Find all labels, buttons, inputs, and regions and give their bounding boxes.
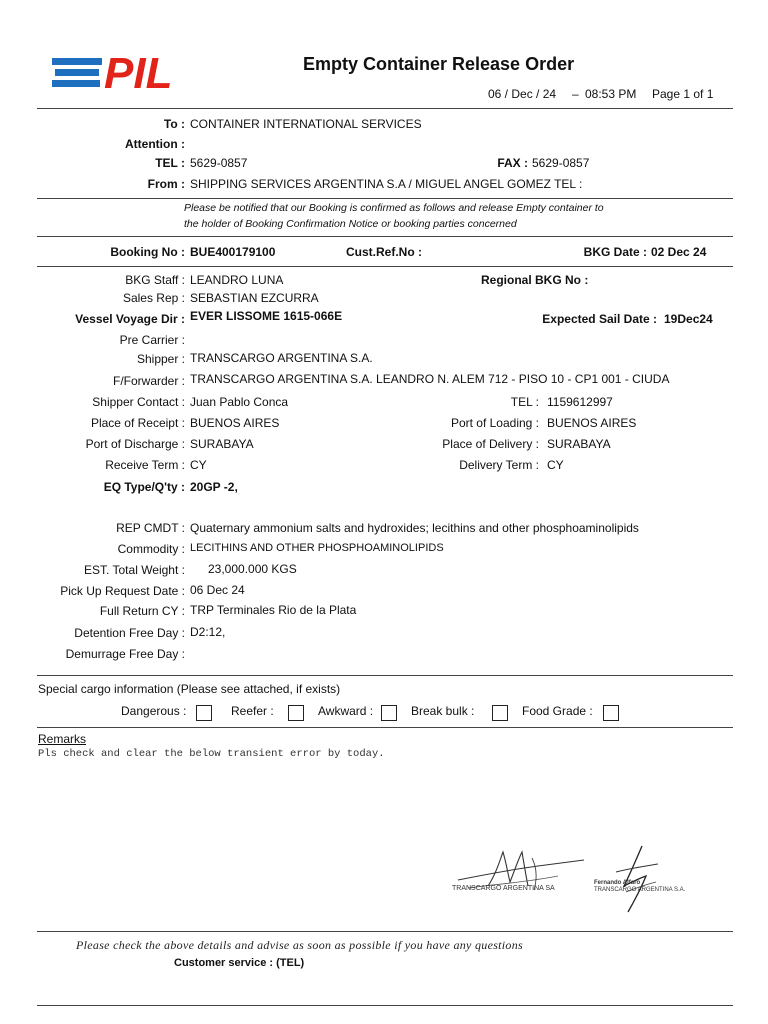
tel-value: 5629-0857 (190, 156, 248, 170)
port-discharge-value: SURABAYA (190, 437, 254, 451)
header-date: 06 / Dec / 24 (488, 87, 557, 101)
signature-2-scribble (596, 842, 676, 914)
delivery-term-value: CY (547, 458, 564, 472)
bkg-date-value: 02 Dec 24 (651, 245, 707, 259)
delivery-term-label: Delivery Term : (459, 458, 539, 472)
bkg-staff-label: BKG Staff : (125, 273, 185, 287)
page-title: Empty Container Release Order (303, 54, 575, 74)
divider-footer (37, 931, 733, 932)
pickup-date-label: Pick Up Request Date : (60, 584, 185, 598)
place-receipt-value: BUENOS AIRES (190, 416, 280, 430)
port-loading-label: Port of Loading : (450, 416, 539, 430)
receive-term-label: Receive Term : (105, 458, 185, 472)
detention-label: Detention Free Day : (74, 626, 185, 640)
footer-message: Please check the above details and advise as soon as possible if you have any questions (76, 938, 524, 952)
divider-notice (37, 236, 733, 237)
fax-value: 5629-0857 (532, 156, 590, 170)
signer-name: Fernando Alfaro (594, 880, 641, 886)
notice-line-1: Please be notified that our Booking is confirmed as follows and release Empty container to (184, 202, 604, 214)
full-return-label: Full Return CY : (99, 604, 185, 618)
pickup-date-value: 06 Dec 24 (190, 583, 245, 597)
rep-cmdt-value: Quaternary ammonium salts and hydroxides; lecithins and other phosphoaminolipids (190, 521, 639, 535)
sales-rep-label: Sales Rep : (122, 291, 185, 305)
break-bulk-checkbox[interactable] (492, 705, 508, 721)
signature-1-company: TRANSCARGO ARGENTINA SA (452, 885, 555, 892)
signature-2 (596, 842, 676, 914)
contact-tel-label: TEL : (510, 395, 539, 409)
divider-address (37, 198, 733, 199)
cust-ref-label: Cust.Ref.No : (346, 245, 422, 259)
commodity-label: Commodity : (117, 542, 185, 556)
place-receipt-label: Place of Receipt : (90, 416, 185, 430)
shipper-label: Shipper : (136, 352, 185, 366)
expected-sail-label: Expected Sail Date : (542, 312, 657, 326)
awkward-label: Awkward : (318, 704, 374, 718)
divider-bottom (37, 1005, 733, 1006)
food-grade-label: Food Grade : (522, 704, 593, 718)
from-label: From : (147, 177, 185, 191)
weight-value: 23,000.000 KGS (208, 562, 297, 576)
port-discharge-label: Port of Discharge : (85, 437, 185, 451)
special-cargo-title: Special cargo information (Please see attached, if exists) (38, 682, 341, 696)
customer-service: Customer service : (TEL) (174, 957, 305, 969)
shipper-contact-value: Juan Pablo Conca (190, 395, 289, 409)
attention-label: Attention : (125, 137, 185, 151)
place-delivery-label: Place of Delivery : (442, 437, 539, 451)
page-number: Page 1 of 1 (652, 87, 714, 101)
full-return-value: TRP Terminales Rio de la Plata (190, 603, 357, 617)
divider-details (37, 675, 733, 676)
detention-value: D2:12, (190, 625, 226, 639)
regional-bkg-label: Regional BKG No : (481, 273, 589, 287)
divider-header (37, 108, 733, 109)
reefer-checkbox[interactable] (288, 705, 304, 721)
pre-carrier-label: Pre Carrier : (119, 333, 185, 347)
divider-special (37, 727, 733, 728)
forwarder-value: TRANSCARGO ARGENTINA S.A. LEANDRO N. ALEM 712 - PISO 10 - CP1 001 - CIUDA (190, 372, 670, 386)
to-value: CONTAINER INTERNATIONAL SERVICES (190, 117, 422, 131)
booking-no-value: BUE400179100 (190, 245, 276, 259)
expected-sail-value: 19Dec24 (664, 312, 713, 326)
remarks-text: Pls check and clear the below transient error by today. (38, 748, 385, 760)
notice-line-2: the holder of Booking Confirmation Notice or booking parties concerned (184, 218, 517, 230)
remarks-title: Remarks (38, 732, 87, 746)
demurrage-label: Demurrage Free Day : (65, 647, 185, 661)
from-value: SHIPPING SERVICES ARGENTINA S.A / MIGUEL ANGEL GOMEZ TEL : (190, 177, 583, 191)
forwarder-label: F/Forwarder : (112, 374, 185, 388)
shipper-value: TRANSCARGO ARGENTINA S.A. (190, 351, 373, 365)
tel-label: TEL : (155, 156, 185, 170)
pil-logo-graphic (52, 52, 224, 94)
booking-no-label: Booking No : (110, 245, 185, 259)
break-bulk-label: Break bulk : (411, 704, 475, 718)
eq-type-label: EQ Type/Q'ty : (103, 480, 185, 494)
dangerous-label: Dangerous : (121, 704, 187, 718)
place-delivery-value: SURABAYA (547, 437, 611, 451)
bkg-date-label: BKG Date : (583, 245, 647, 259)
commodity-value: LECITHINS AND OTHER PHOSPHOAMINOLIPIDS (190, 542, 444, 554)
awkward-checkbox[interactable] (381, 705, 397, 721)
svg-text:PIL: PIL (104, 52, 173, 94)
vessel-voyage-label: Vessel Voyage Dir : (75, 312, 185, 326)
header-time-separator: – (572, 87, 579, 101)
port-loading-value: BUENOS AIRES (547, 416, 637, 430)
sales-rep-value: SEBASTIAN EZCURRA (190, 291, 319, 305)
to-label: To : (163, 117, 185, 131)
divider-booking (37, 266, 733, 267)
food-grade-checkbox[interactable] (603, 705, 619, 721)
eq-type-value: 20GP -2, (190, 480, 238, 494)
rep-cmdt-label: REP CMDT : (116, 521, 185, 535)
receive-term-value: CY (190, 458, 207, 472)
vessel-voyage-value: EVER LISSOME 1615-066E (190, 309, 343, 323)
contact-tel-value: 1159612997 (547, 395, 613, 409)
signature-2-company: TRANSCARGO ARGENTINA S.A. (594, 887, 686, 893)
dangerous-checkbox[interactable] (196, 705, 212, 721)
weight-label: EST. Total Weight : (84, 563, 185, 577)
header-time: 08:53 PM (585, 87, 637, 101)
pil-logo (52, 52, 224, 94)
shipper-contact-label: Shipper Contact : (92, 395, 185, 409)
reefer-label: Reefer : (231, 704, 274, 718)
bkg-staff-value: LEANDRO LUNA (190, 273, 284, 287)
fax-label: FAX : (497, 156, 528, 170)
